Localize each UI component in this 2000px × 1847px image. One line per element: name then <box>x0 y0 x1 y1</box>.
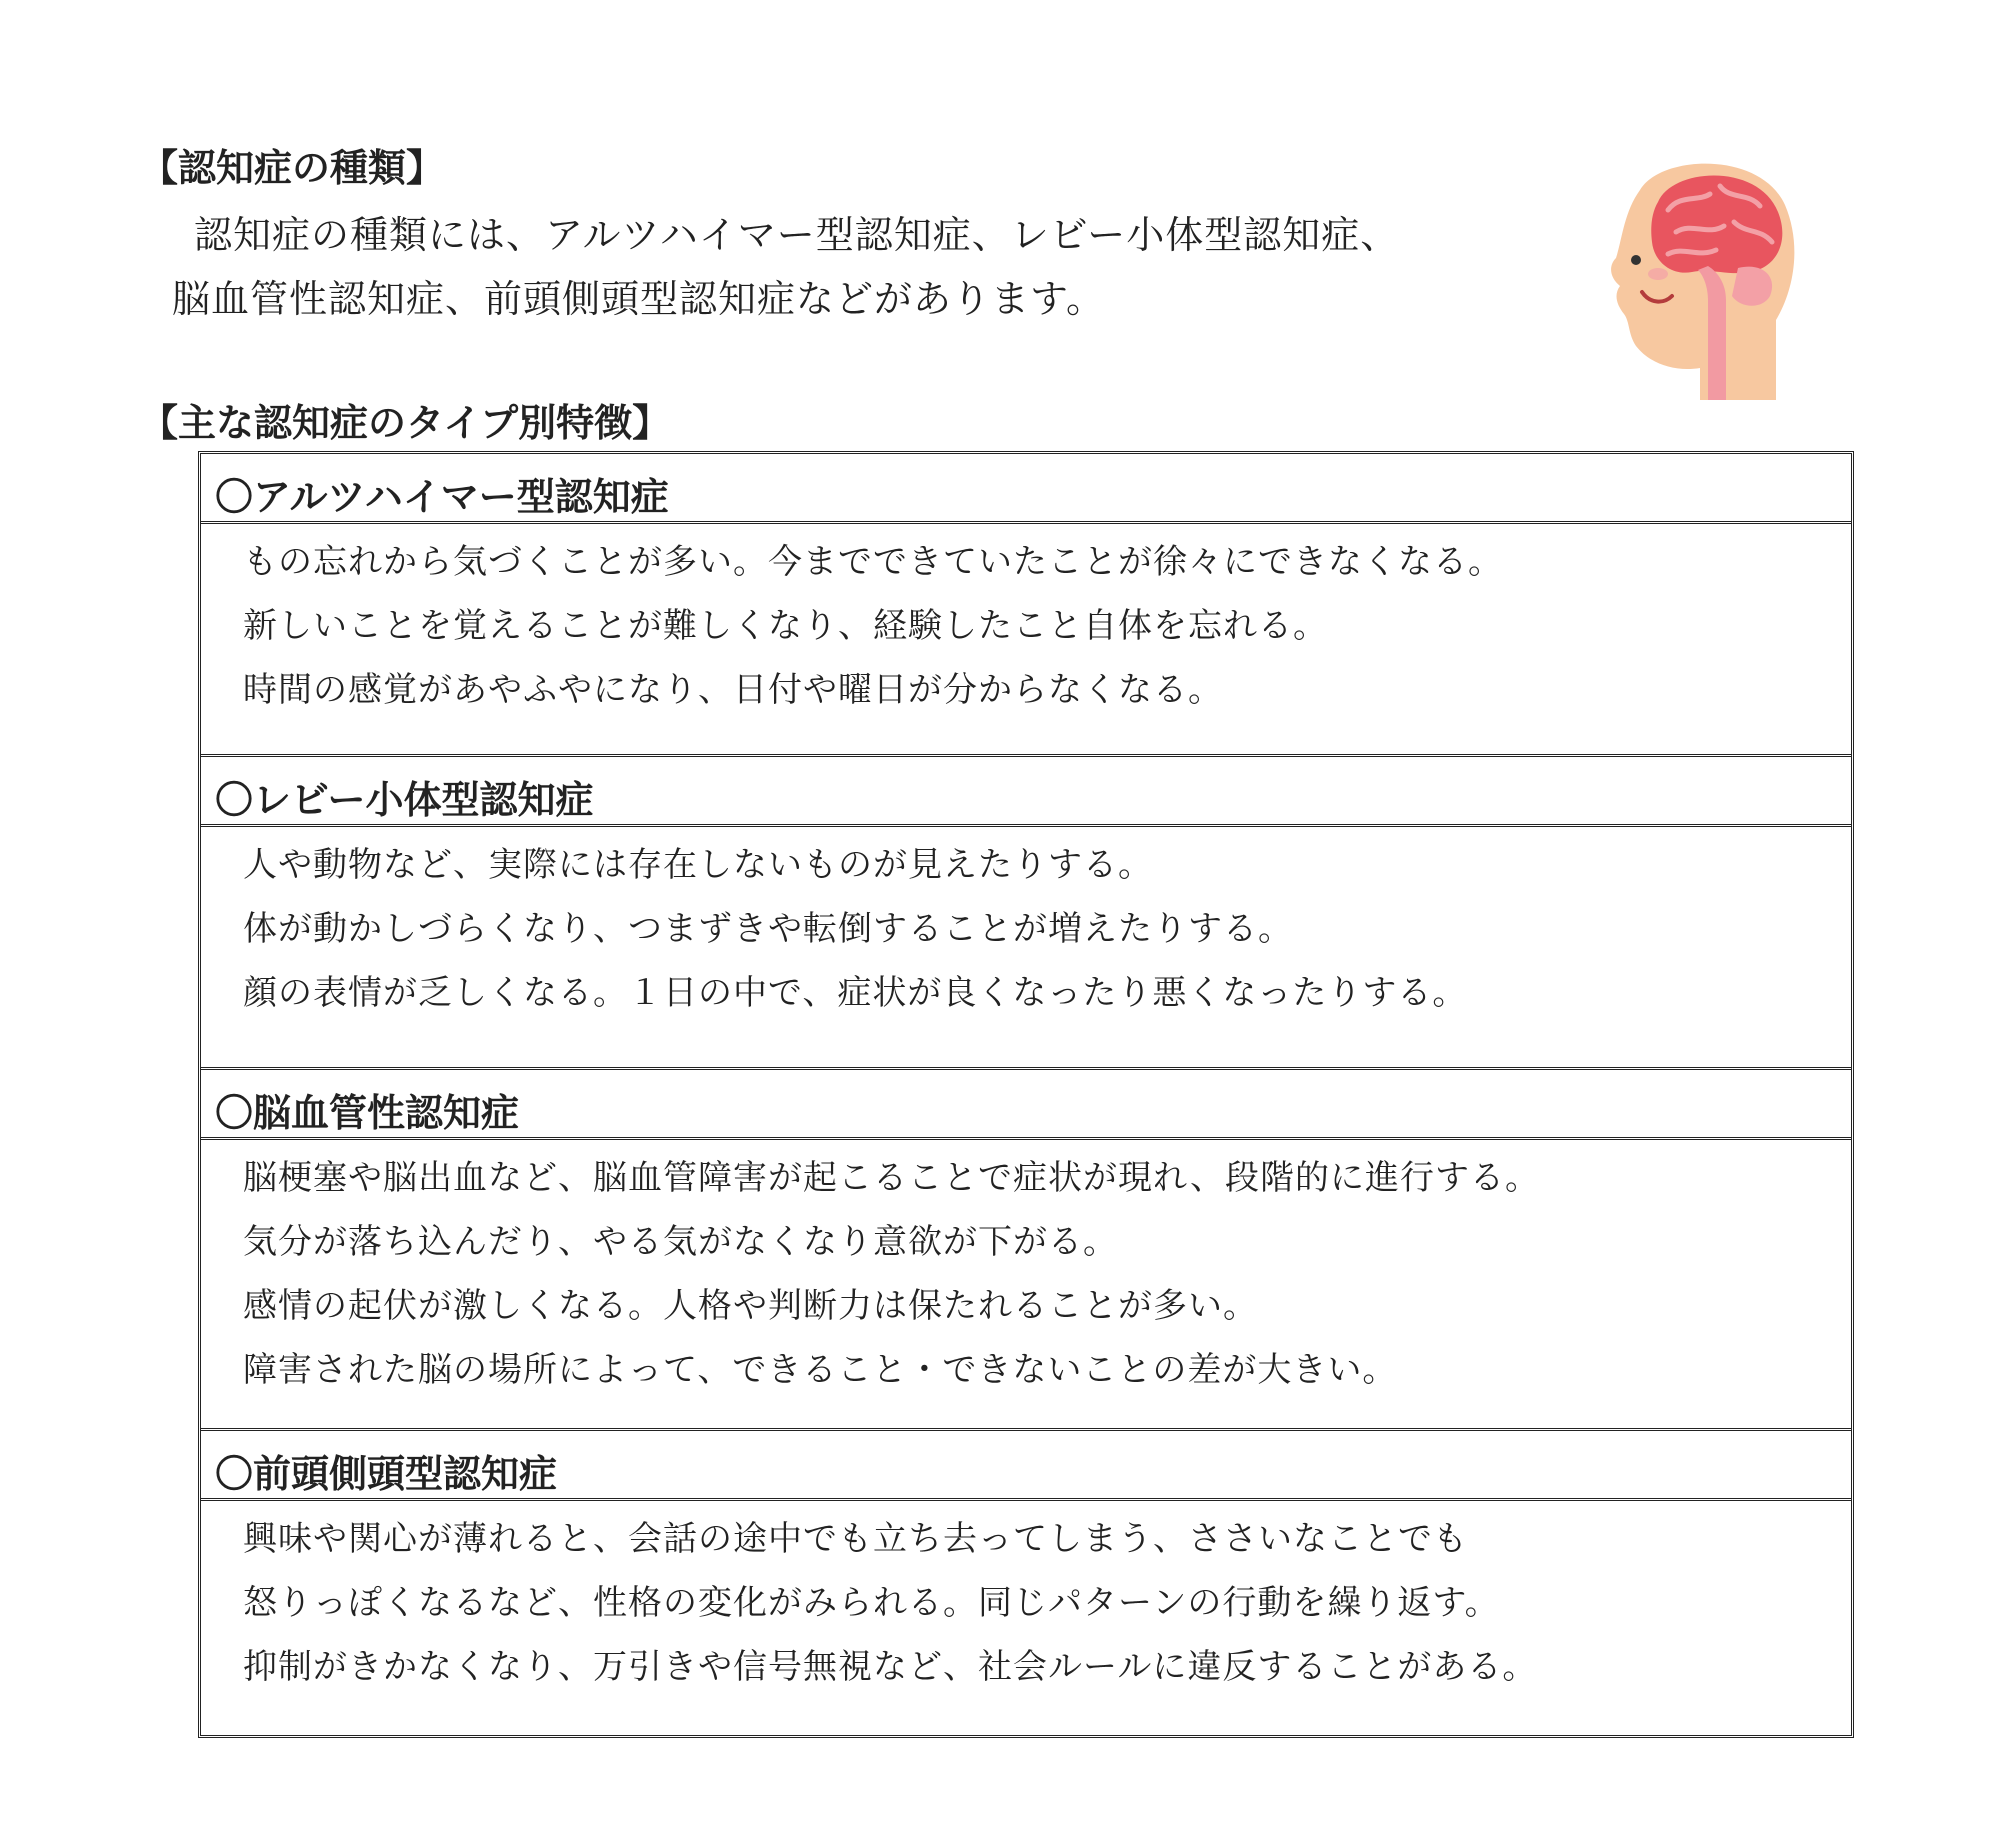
type-header <box>201 1070 1851 1140</box>
description-line: 人や動物など、実際には存在しないものが見えたりする。 <box>243 845 1153 885</box>
intro-line-2: 脳血管性認知症、前頭側頭型認知症などがあります。 <box>172 277 1105 321</box>
description-line: 時間の感覚があやふやになり、日付や曜日が分からなくなる。 <box>243 670 1223 710</box>
description-line: 体が動かしづらくなり、つまずきや転倒することが増えたりする。 <box>243 909 1293 949</box>
description-line: 興味や関心が薄れると、会話の途中でも立ち去ってしまう、ささいなことでも <box>243 1519 1468 1559</box>
description-line: 新しいことを覚えることが難しくなり、経験したこと自体を忘れる。 <box>243 606 1328 646</box>
type-header <box>201 757 1851 827</box>
description-line: 怒りっぽくなるなど、性格の変化がみられる。同じパターンの行動を繰り返す。 <box>243 1583 1500 1623</box>
description-line: 顔の表情が乏しくなる。１日の中で、症状が良くなったり悪くなったりする。 <box>243 973 1468 1013</box>
type-title: 〇アルツハイマー型認知症 <box>215 475 669 519</box>
description-line: 感情の起伏が激しくなる。人格や判断力は保たれることが多い。 <box>243 1286 1258 1326</box>
type-block-lewy-body <box>201 757 1851 1067</box>
type-title: 〇レビー小体型認知症 <box>215 778 594 822</box>
type-block-frontotemporal <box>201 1431 1851 1735</box>
description-line: 気分が落ち込んだり、やる気がなくなり意欲が下がる。 <box>243 1222 1118 1262</box>
types-heading: 【認知症の種類】 <box>140 146 445 190</box>
type-header <box>201 1431 1851 1501</box>
type-title: 〇前頭側頭型認知症 <box>215 1452 558 1496</box>
eye <box>1631 255 1641 265</box>
intro-line-1: 認知症の種類には、アルツハイマー型認知症、レビー小体型認知症、 <box>194 213 1400 257</box>
description-line: 障害された脳の場所によって、できること・できないことの差が大きい。 <box>243 1350 1398 1390</box>
type-title: 〇脳血管性認知症 <box>215 1091 520 1135</box>
brain-profile-icon <box>1580 150 1800 400</box>
description-line: もの忘れから気づくことが多い。今までできていたことが徐々にできなくなる。 <box>243 542 1503 582</box>
type-header <box>201 454 1851 524</box>
description-line: 脳梗塞や脳出血など、脳血管障害が起こることで症状が現れ、段階的に進行する。 <box>243 1158 1541 1198</box>
description-line: 抑制がきかなくなり、万引きや信号無視など、社会ルールに違反することがある。 <box>243 1647 1538 1687</box>
cheek <box>1648 268 1668 280</box>
dementia-types-table <box>198 451 1854 1738</box>
cerebellum <box>1732 267 1772 306</box>
type-block-vascular <box>201 1070 1851 1428</box>
type-block-alzheimer <box>201 454 1851 754</box>
features-heading: 【主な認知症のタイプ別特徴】 <box>140 401 671 445</box>
